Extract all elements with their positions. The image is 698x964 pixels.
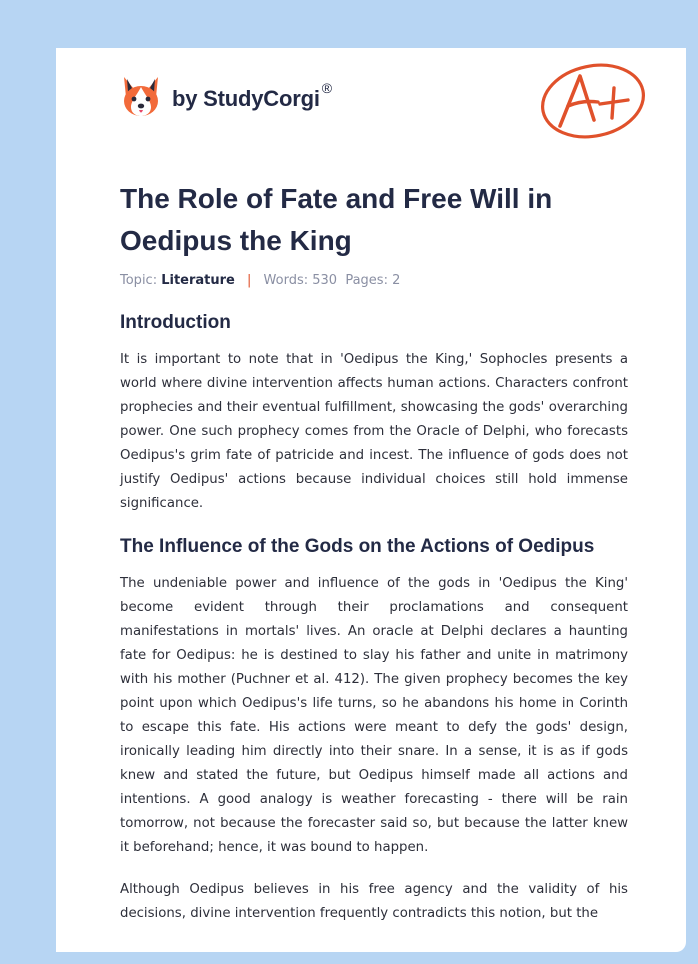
topic-link[interactable]: Literature <box>161 273 235 288</box>
paragraph: Although Oedipus believes in his free agency and the validity of his decisions, divine intervention frequently contradicts this notion, but the <box>120 882 628 921</box>
section-heading-influence-of-gods: The Influence of the Gods on the Actions of Oedipus <box>120 536 595 557</box>
paragraph: The undeniable power and influence of the gods in 'Oedipus the King' become evident through their proclamations and consequent manifestations in mortals' lives. An oracle at Delphi declares a haunting fate for Oedipus: he is destined to slay his father and unite in matrimony with his mother (Puchner et al. 412). The given prophecy becomes the key point upon which Oedipus's life turns, so he abandons his home in Corinth to escape this fate. His actions were meant to defy the gods' design, ironically leading him directly into their snare. In a sense, it is as if gods knew and stated the future, but Oedipus himself made all actions and intentions. A good analogy is weather forecasting - there will be rain tomorrow, not because the forecaster said so, but because the latter knew it beforehand; hence, it was bound to happen. <box>120 576 628 855</box>
meta-separator: | <box>247 273 252 288</box>
page-title: The Role of Fate and Free Will in Oedipus the King <box>120 183 553 256</box>
topic-label: Topic: <box>120 273 158 288</box>
document-meta <box>120 273 628 288</box>
brand-name: by StudyCorgi ® <box>172 80 332 111</box>
document-page <box>56 48 686 952</box>
section-heading-introduction: Introduction <box>120 312 231 333</box>
word-count: Words: 530 <box>263 273 338 288</box>
header <box>56 48 686 158</box>
corgi-icon <box>120 75 162 119</box>
brand-logo[interactable] <box>120 75 332 119</box>
document-content <box>120 178 628 926</box>
a-plus-grade-icon <box>538 60 648 142</box>
paragraph: It is important to note that in 'Oedipus the King,' Sophocles presents a world where divine intervention affects human actions. Characters confront prophecies and their eventual fulfillment, showcasing the gods' overarching power. One such prophecy comes from the Oracle of Delphi, who forecasts Oedipus's grim fate of patricide and incest. The influence of gods does not justify Oedipus' actions because individual choices still hold immense significance. <box>120 352 628 511</box>
page-count: Pages: 2 <box>345 273 401 288</box>
